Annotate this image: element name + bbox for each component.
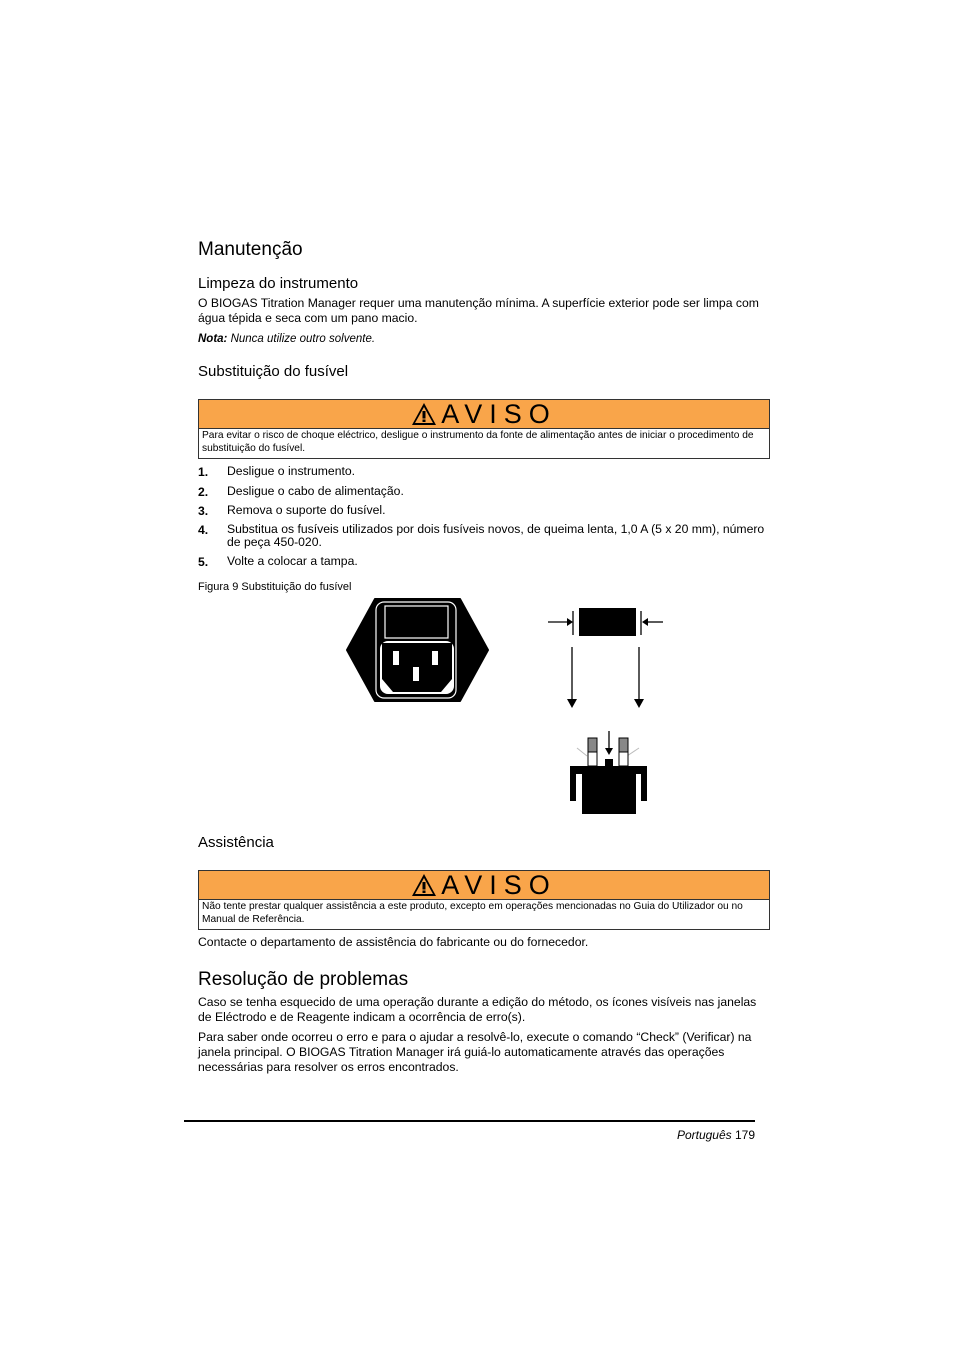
fuse-illustration [545,605,670,710]
subsection-title-fuse: Substituição do fusível [198,363,349,380]
step-number: 2. [198,485,209,499]
section-title-troubleshooting: Resolução de problemas [198,969,409,990]
service-text: Contacte o departamento de assistência do fabricante ou do fornecedor. [198,935,589,949]
warning-text: Para evitar o risco de choque eléctrico, desligue o instrumento da fonte de alimentação antes de iniciar o procedimento de substituição do fusível. [202,430,754,454]
warning-header [199,400,769,429]
step-text: Volte a colocar a tampa. [227,554,358,568]
subsection-title-service: Assistência [198,834,274,851]
page-number: 179 [731,1128,755,1142]
step-number: 1. [198,465,209,479]
step-text: Substitua os fusíveis utilizados por dois fusíveis novos, de queima lenta, 1,0 A (5 x 20 mm), número de peça 450-020. [227,522,765,549]
figure-caption: Figura 9 Substituição do fusível [198,581,352,593]
step-text: Remova o suporte do fusível. [227,503,386,517]
fuse-holder-illustration [565,728,651,816]
section-title-maintenance: Manutenção [198,239,303,260]
step-number: 5. [198,555,209,569]
footer-rule [184,1120,755,1122]
note-label: Nota: [198,333,228,345]
warning-box-service [198,870,770,930]
warning-triangle-icon [411,402,437,426]
warning-header [199,871,769,900]
power-inlet-illustration [345,597,490,703]
page-footer [677,1128,755,1142]
cleaning-text: O BIOGAS Titration Manager requer uma manutenção mínima. A superfície exterior pode ser limpa com água tépida e seca com um pano macio. [198,296,759,325]
footer-language: Português [676,1128,732,1142]
fuse-steps-list [198,465,770,575]
step-number: 3. [198,504,209,518]
warning-title: AVISO [441,870,557,900]
step-number: 4. [198,523,209,537]
warning-title: AVISO [441,399,557,429]
cleaning-note [198,333,375,345]
warning-box-fuse [198,399,770,459]
subsection-title-cleaning: Limpeza do instrumento [198,275,359,292]
note-text: Nunca utilize outro solvente. [227,333,376,345]
troubleshooting-paragraph-2: Para saber onde ocorreu o erro e para o ajudar a resolvê-lo, execute o comando “Check” (Verificar) na janela principal. O BIOGAS Titration Manager irá guiá-lo automaticamente através das operações necessárias para resolver os erros encontrados. [198,1030,752,1074]
step-text: Desligue o cabo de alimentação. [227,484,404,498]
warning-text: Não tente prestar qualquer assistência a este produto, excepto em operações mencionadas no Guia do Utilizador ou no Manual de Referência. [202,901,743,925]
warning-triangle-icon [411,873,437,897]
step-text: Desligue o instrumento. [227,464,356,478]
troubleshooting-paragraph-1: Caso se tenha esquecido de uma operação durante a edição do método, os ícones visíveis nas janelas de Eléctrodo e de Reagente indicam a ocorrência de erro(s). [198,995,757,1024]
